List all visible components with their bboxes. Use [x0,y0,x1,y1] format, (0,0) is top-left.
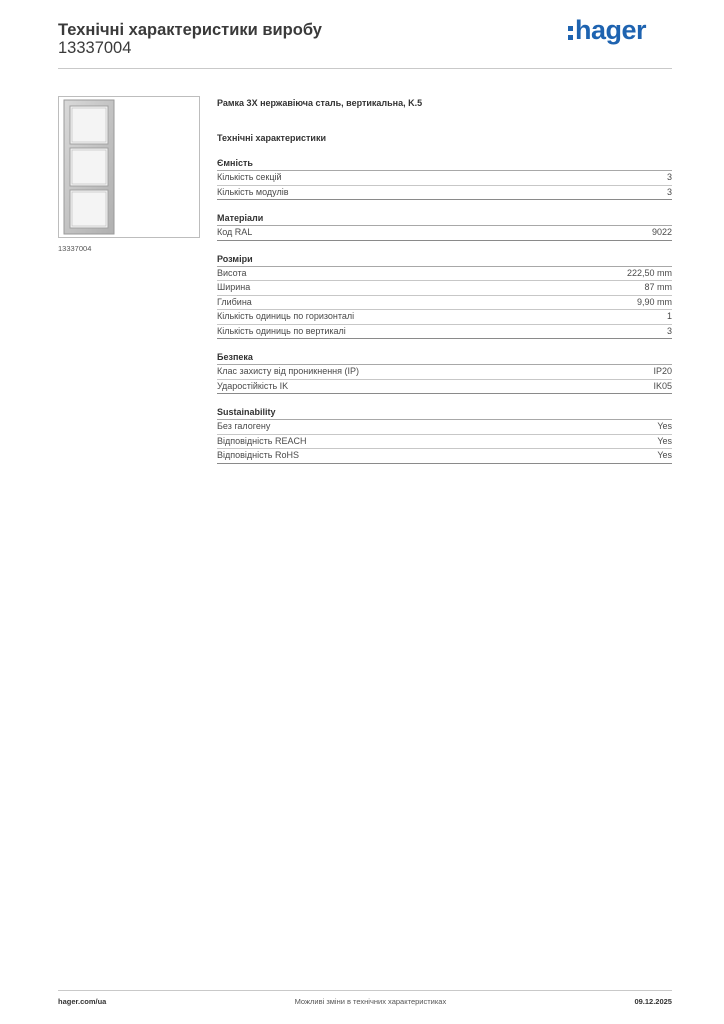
spec-group-materials [217,212,672,241]
spec-group-capacity [217,157,672,200]
spec-label: Відповідність RoHS [217,450,299,460]
footer-website-link[interactable]: hager.com/ua [58,997,107,1006]
page-title: Технічні характеристики виробу [58,21,322,39]
spec-group-sustainability [217,406,672,464]
spec-value: 3 [666,325,672,336]
spec-label: Відповідність REACH [217,435,307,446]
spec-row [217,296,672,311]
spec-row [217,365,672,380]
logo-text: hager [575,15,647,45]
spec-row [217,186,672,201]
hager-logo [568,17,646,44]
spec-row [217,171,672,186]
spec-value: 3 [666,172,672,182]
spec-value: Yes [657,421,672,431]
spec-label: Кількість секцій [217,172,282,182]
logo-dots-icon [568,26,573,40]
spec-row [217,449,672,464]
spec-group-safety [217,351,672,394]
spec-label: Код RAL [217,227,253,237]
spec-value: 222,50 mm [626,267,672,278]
spec-row [217,226,672,241]
group-title: Безпека [217,351,672,365]
group-title: Розміри [217,253,672,267]
spec-value: IP20 [653,366,672,376]
group-title: Ємність [217,157,672,171]
group-title: Матеріали [217,212,672,226]
spec-row [217,380,672,395]
spec-row [217,435,672,450]
spec-row [217,267,672,282]
product-name: Рамка 3X нержавіюча сталь, вертикальна, K.5 [217,98,423,108]
product-code: 13337004 [58,39,132,57]
spec-label: Глибина [217,296,252,307]
header-divider [58,68,672,69]
spec-value: 9022 [651,227,672,237]
footer-divider [58,990,672,991]
spec-label: Висота [217,267,247,278]
spec-value: 3 [666,186,672,197]
spec-area [217,96,672,464]
spec-value: Yes [657,435,672,446]
spec-group-dimensions [217,253,672,340]
spec-value: 87 mm [644,282,672,292]
spec-label: Ударостійкість IK [217,380,289,391]
spec-row [217,325,672,340]
spec-value: Yes [657,450,672,460]
spec-label: Клас захисту від проникнення (IP) [217,366,360,376]
spec-label: Кількість одиниць по вертикалі [217,325,346,336]
spec-row [217,420,672,435]
image-caption: 13337004 [58,244,92,253]
group-title: Sustainability [217,406,672,420]
product-image [58,96,200,238]
spec-heading: Технічні характеристики [217,133,326,143]
spec-row [217,310,672,325]
spec-label: Ширина [217,282,251,292]
footer-note: Можливі зміни в технічних характеристиках [294,997,447,1006]
spec-value: 1 [666,311,672,321]
frame-3x-vertical-icon [59,97,199,237]
spec-value: 9,90 mm [636,296,672,307]
spec-row [217,281,672,296]
footer-date: 09.12.2025 [634,997,672,1006]
footer [58,997,672,1006]
spec-value: IK05 [653,380,672,391]
spec-label: Кількість модулів [217,186,289,197]
spec-label: Без галогену [217,421,271,431]
spec-label: Кількість одиниць по горизонталі [217,311,355,321]
